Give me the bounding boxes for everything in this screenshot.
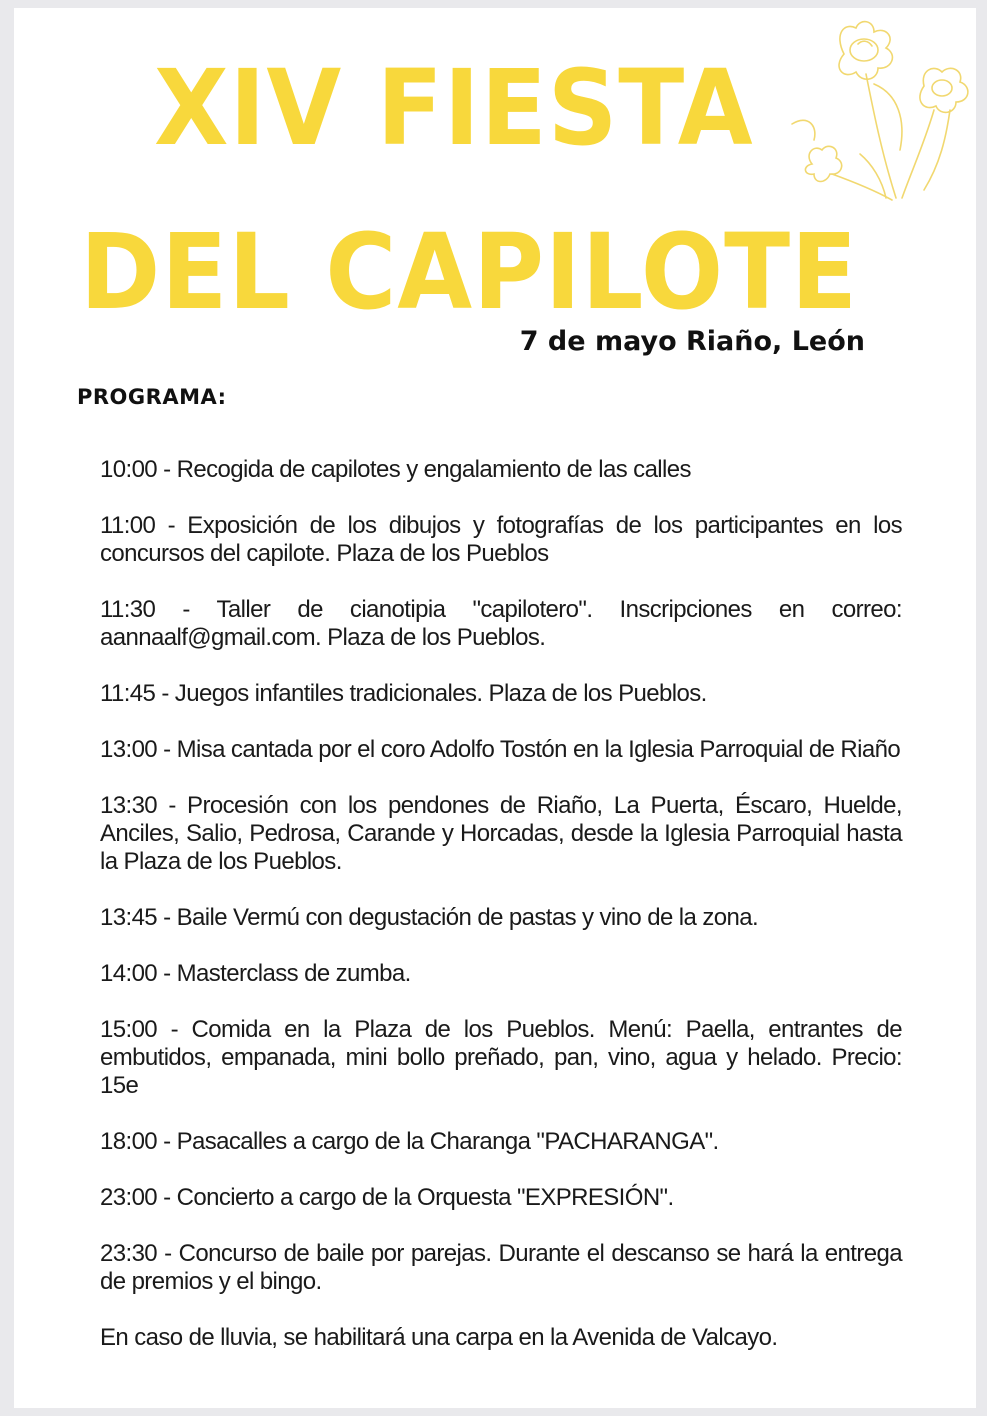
daffodil-flower-icon — [774, 14, 986, 206]
program-heading: PROGRAMA: — [77, 385, 227, 409]
program-item-2330: 23:30 - Concurso de baile por parejas. Durante el descanso se hará la entrega de premios y el bingo. — [100, 1240, 902, 1295]
program-item-1330: 13:30 - Procesión con los pendones de Riaño, La Puerta, Éscaro, Huelde, Anciles, Salio, Pedrosa, Carande y Horcadas, desde la Iglesia Parroquial hasta la Plaza de los Pueblos. — [100, 792, 902, 875]
program-item-1100: 11:00 - Exposición de los dibujos y fotografías de los participantes en los concursos del capilote. Plaza de los Pueblos — [100, 512, 902, 567]
program-item-1145: 11:45 - Juegos infantiles tradicionales. Plaza de los Pueblos. — [100, 680, 707, 707]
title-line-1: XIV FIESTA — [154, 47, 754, 169]
event-date-location: 7 de mayo Riaño, León — [519, 326, 865, 357]
program-item-2300: 23:00 - Concierto a cargo de la Orquesta "EXPRESIÓN". — [100, 1184, 674, 1211]
program-item-1130: 11:30 - Taller de cianotipia "capilotero". Inscripciones en correo: aannaalf@gmail.com. Plaza de los Pueblos. — [100, 596, 902, 651]
program-item-1400: 14:00 - Masterclass de zumba. — [100, 960, 411, 987]
program-item-1300: 13:00 - Misa cantada por el coro Adolfo Tostón en la Iglesia Parroquial de Riaño — [100, 736, 901, 763]
title-line-2: DEL CAPILOTE — [80, 211, 858, 333]
rain-notice: En caso de lluvia, se habilitará una carpa en la Avenida de Valcayo. — [100, 1324, 778, 1351]
poster-page — [14, 8, 976, 1408]
program-item-1345: 13:45 - Baile Vermú con degustación de pastas y vino de la zona. — [100, 904, 759, 931]
program-item-1000: 10:00 - Recogida de capilotes y engalamiento de las calles — [100, 456, 691, 483]
program-item-1800: 18:00 - Pasacalles a cargo de la Charanga "PACHARANGA". — [100, 1128, 719, 1155]
program-item-1500: 15:00 - Comida en la Plaza de los Pueblos. Menú: Paella, entrantes de embutidos, empanada, mini bollo preñado, pan, vino, agua y helado. Precio: 15e — [100, 1016, 902, 1099]
program-list — [100, 456, 902, 1352]
